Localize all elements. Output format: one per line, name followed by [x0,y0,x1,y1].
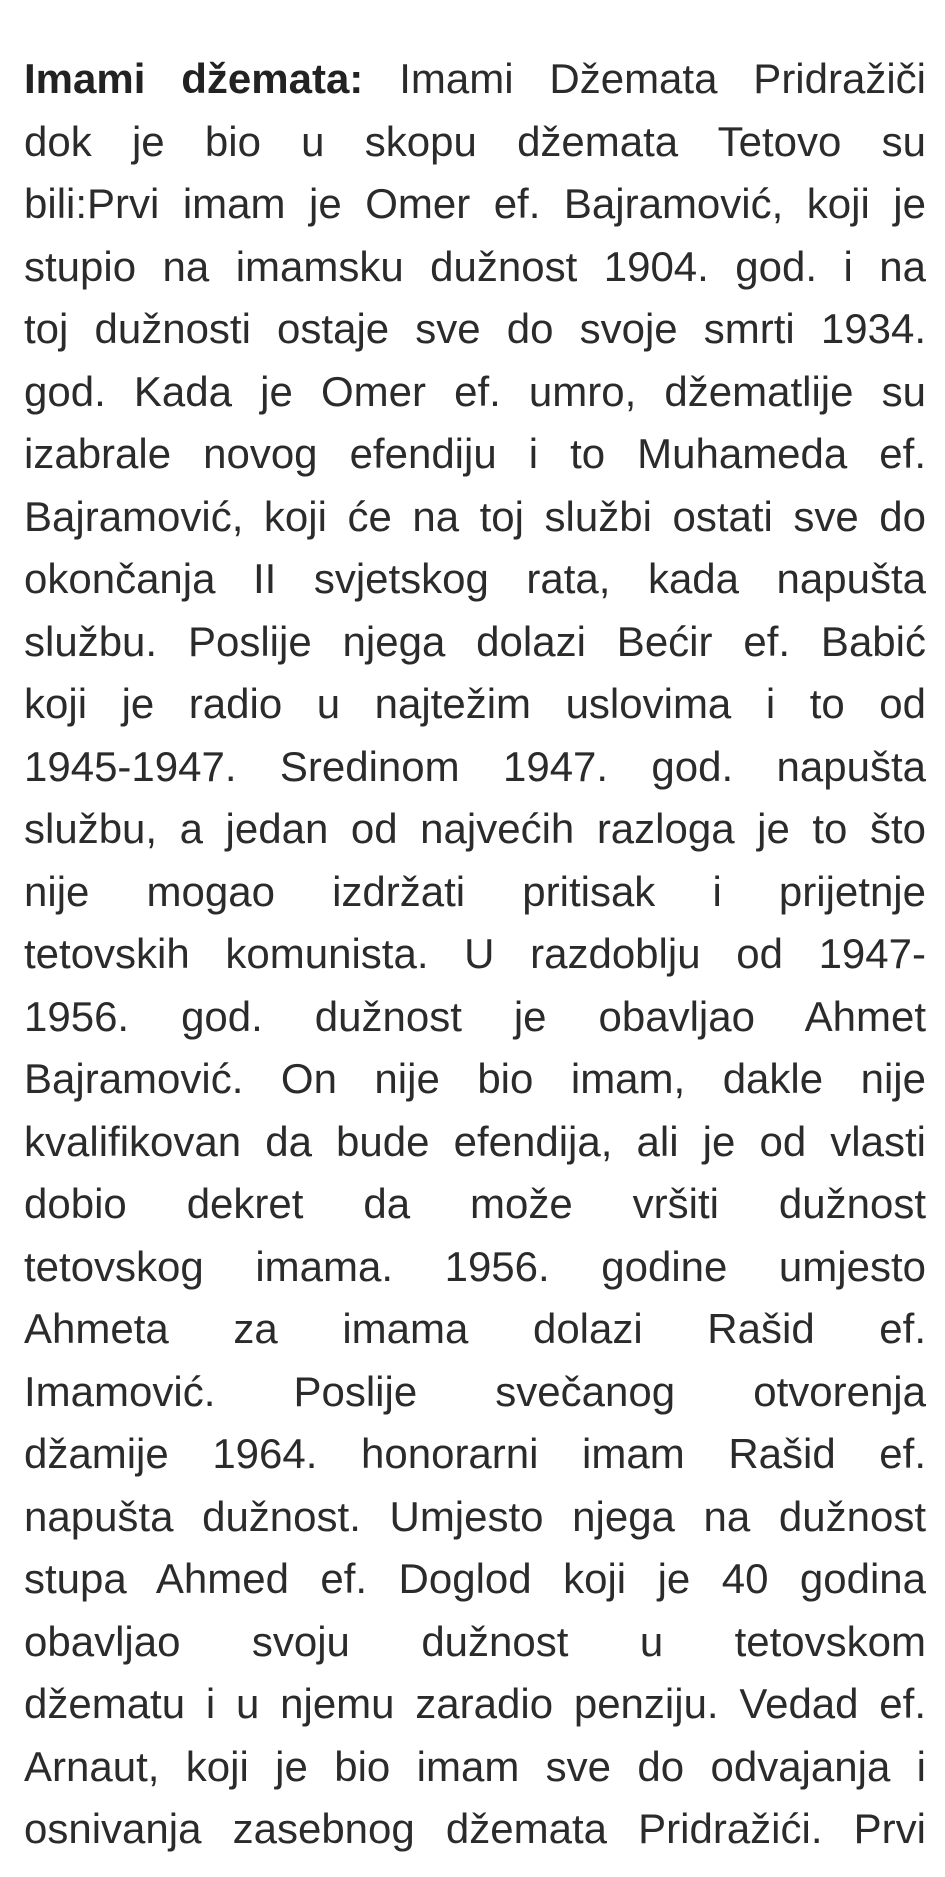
text-line: napušta dužnost. Umjesto njega na dužnost [24,1492,926,1540]
text-line: izabrale novog efendiju i to Muhameda ef. [24,430,926,477]
text-line: tetovskih komunista. U razdoblju od 1947- [24,930,926,977]
text-line: dok je bio u skopu džemata Tetovo su [24,117,926,165]
text-line: stupa Ahmed ef. Doglod koji je 40 godina [24,1555,926,1602]
text-line: 1956. god. dužnost je obavljao Ahmet [24,992,926,1040]
text-line: Imamović. Poslije svečanog otvorenja [24,1367,926,1415]
text-line: tetovskog imama. 1956. godine umjesto [24,1242,926,1290]
text-line: Bajramović, koji će na toj službi ostati sve do [24,492,926,540]
text-line: dobio dekret da može vršiti dužnost [24,1180,926,1227]
text-line: okončanja II svjetskog rata, kada napušta [24,555,926,602]
text-line: stupio na imamsku dužnost 1904. god. i na [24,242,926,290]
text-line: god. Kada je Omer ef. umro, džematlije su [24,367,926,415]
text-line: nije mogao izdržati pritisak i prijetnje [24,867,926,915]
text-line: toj dužnosti ostaje sve do svoje smrti 1934. [24,305,926,352]
text-line: kvalifikovan da bude efendija, ali je od vlasti [24,1117,926,1165]
section-label: Imami džemata: [24,55,364,102]
text-line: Ahmeta za imama dolazi Rašid ef. [24,1305,926,1352]
text-line: džematu i u njemu zaradio penziju. Vedad ef. [24,1680,926,1727]
text-line: službu, a jedan od najvećih razloga je to što [24,805,926,852]
text-line [24,48,926,111]
text-line: koji je radio u najtežim uslovima i to od [24,680,926,727]
text-line-content: Imami Džemata Pridražiči [399,55,926,102]
text-line: službu. Poslije njega dolazi Bećir ef. Babić [24,617,926,665]
text-line: Arnaut, koji je bio imam sve do odvajanja i [24,1742,926,1790]
text-line: bili:Prvi imam je Omer ef. Bajramović, koji je [24,180,926,227]
text-line: osnivanja zasebnog džemata Pridražići. Prvi [24,1805,926,1852]
text-line: Bajramović. On nije bio imam, dakle nije [24,1055,926,1102]
text-line: 1945-1947. Sredinom 1947. god. napušta [24,742,926,790]
article-body [24,48,926,1861]
text-line: obavljao svoju dužnost u tetovskom [24,1617,926,1665]
text-line: džamije 1964. honorarni imam Rašid ef. [24,1430,926,1477]
